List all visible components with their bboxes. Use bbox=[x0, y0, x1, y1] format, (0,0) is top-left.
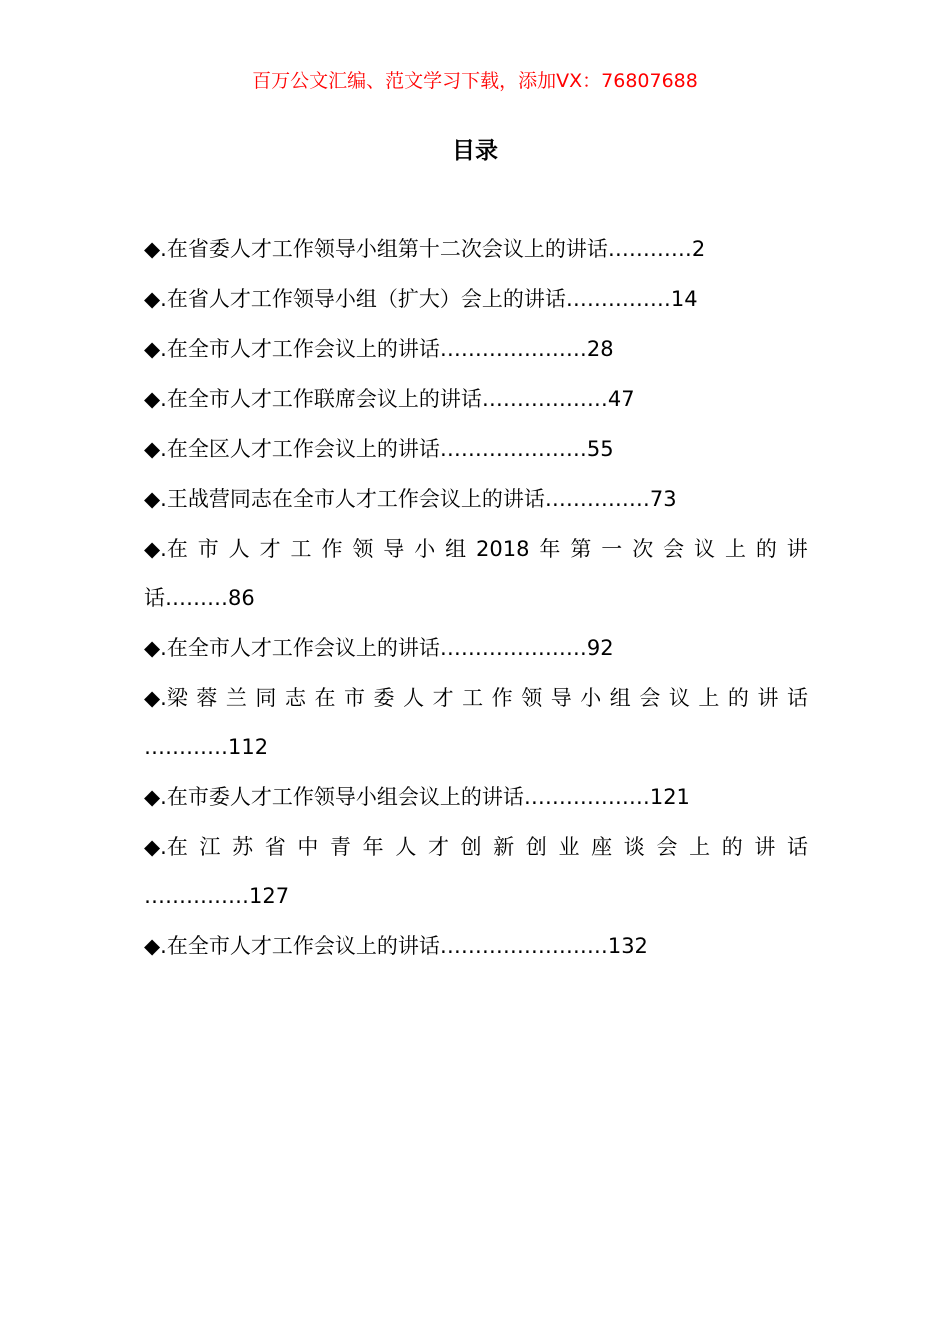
toc-entry-leader: ………… bbox=[144, 735, 228, 759]
toc-entry-leader: …………… bbox=[144, 884, 249, 908]
toc-entry-title: ◆.在全市人才工作会议上的讲话 bbox=[144, 934, 440, 958]
toc-entry[interactable] bbox=[144, 432, 808, 467]
toc-entry-title-justified: ◆.在 江 苏 省 中 青 年 人 才 创 新 创 业 座 谈 会 上 的 讲 话 bbox=[144, 835, 808, 859]
toc-entry-title-continuation: 话 bbox=[144, 586, 165, 610]
toc-entry-title: ◆.在省人才工作领导小组（扩大）会上的讲话 bbox=[144, 287, 566, 311]
toc-entry-title-justified: ◆.在 市 人 才 工 作 领 导 小 组 2018 年 第 一 次 会 议 上 的 讲 bbox=[144, 537, 808, 561]
toc-entry[interactable] bbox=[144, 282, 808, 317]
toc-entry[interactable] bbox=[144, 232, 808, 267]
toc-entry-page: 86 bbox=[228, 586, 255, 610]
toc-entry-title: ◆.在全区人才工作会议上的讲话 bbox=[144, 437, 440, 461]
toc-entry-page: 28 bbox=[586, 337, 614, 361]
toc-entry-leader: ………………… bbox=[439, 337, 587, 361]
toc-entry-leader: ………… bbox=[607, 237, 692, 261]
toc-entry[interactable] bbox=[144, 631, 808, 666]
toc-entry-title: ◆.在全市人才工作会议上的讲话 bbox=[144, 636, 440, 660]
toc-entry-leader: ……… bbox=[165, 586, 228, 610]
header-note: 百万公文汇编、范文学习下载，添加VX：76807688 bbox=[252, 70, 698, 92]
toc-entry-page: 47 bbox=[607, 387, 635, 411]
toc-entry-leader: ……………… bbox=[523, 785, 650, 809]
toc-entry-page: 92 bbox=[586, 636, 614, 660]
toc-entry[interactable] bbox=[144, 382, 808, 417]
toc-entry-leader: …………… bbox=[565, 287, 671, 311]
toc-entry-title: ◆.在市委人才工作领导小组会议上的讲话 bbox=[144, 785, 524, 809]
toc-entry-leader: ………………… bbox=[439, 437, 587, 461]
toc-entry-title: ◆.在省委人才工作领导小组第十二次会议上的讲话 bbox=[144, 237, 608, 261]
toc-entry-title: ◆.在全市人才工作会议上的讲话 bbox=[144, 337, 440, 361]
toc-entry-page: 132 bbox=[607, 934, 648, 958]
toc-entry-page: 73 bbox=[649, 487, 677, 511]
toc-entry-page: 112 bbox=[228, 735, 269, 759]
toc-entry[interactable] bbox=[144, 929, 808, 964]
toc-entry-leader: …………………… bbox=[439, 934, 608, 958]
toc-entry[interactable] bbox=[144, 830, 808, 914]
toc-entry-title: ◆.在全市人才工作联席会议上的讲话 bbox=[144, 387, 482, 411]
toc-entry-leader: ………………… bbox=[439, 636, 587, 660]
toc-entry-page: 2 bbox=[691, 237, 706, 261]
toc-entry[interactable] bbox=[144, 482, 808, 517]
toc-entry-page: 121 bbox=[649, 785, 690, 809]
toc-list bbox=[144, 232, 808, 979]
toc-entry-page: 14 bbox=[670, 287, 698, 311]
toc-title: 目录 bbox=[452, 138, 498, 164]
toc-entry[interactable] bbox=[144, 780, 808, 815]
toc-entry-title: ◆.王战营同志在全市人才工作会议上的讲话 bbox=[144, 487, 545, 511]
toc-entry[interactable] bbox=[144, 681, 808, 765]
toc-entry-page: 55 bbox=[586, 437, 614, 461]
toc-entry-leader: ……………… bbox=[481, 387, 608, 411]
toc-entry[interactable] bbox=[144, 332, 808, 367]
toc-entry-page: 127 bbox=[249, 884, 290, 908]
toc-entry-leader: …………… bbox=[544, 487, 650, 511]
toc-entry[interactable] bbox=[144, 532, 808, 616]
toc-entry-title-justified: ◆.梁 蓉 兰 同 志 在 市 委 人 才 工 作 领 导 小 组 会 议 上 的 讲 话 bbox=[144, 686, 808, 710]
